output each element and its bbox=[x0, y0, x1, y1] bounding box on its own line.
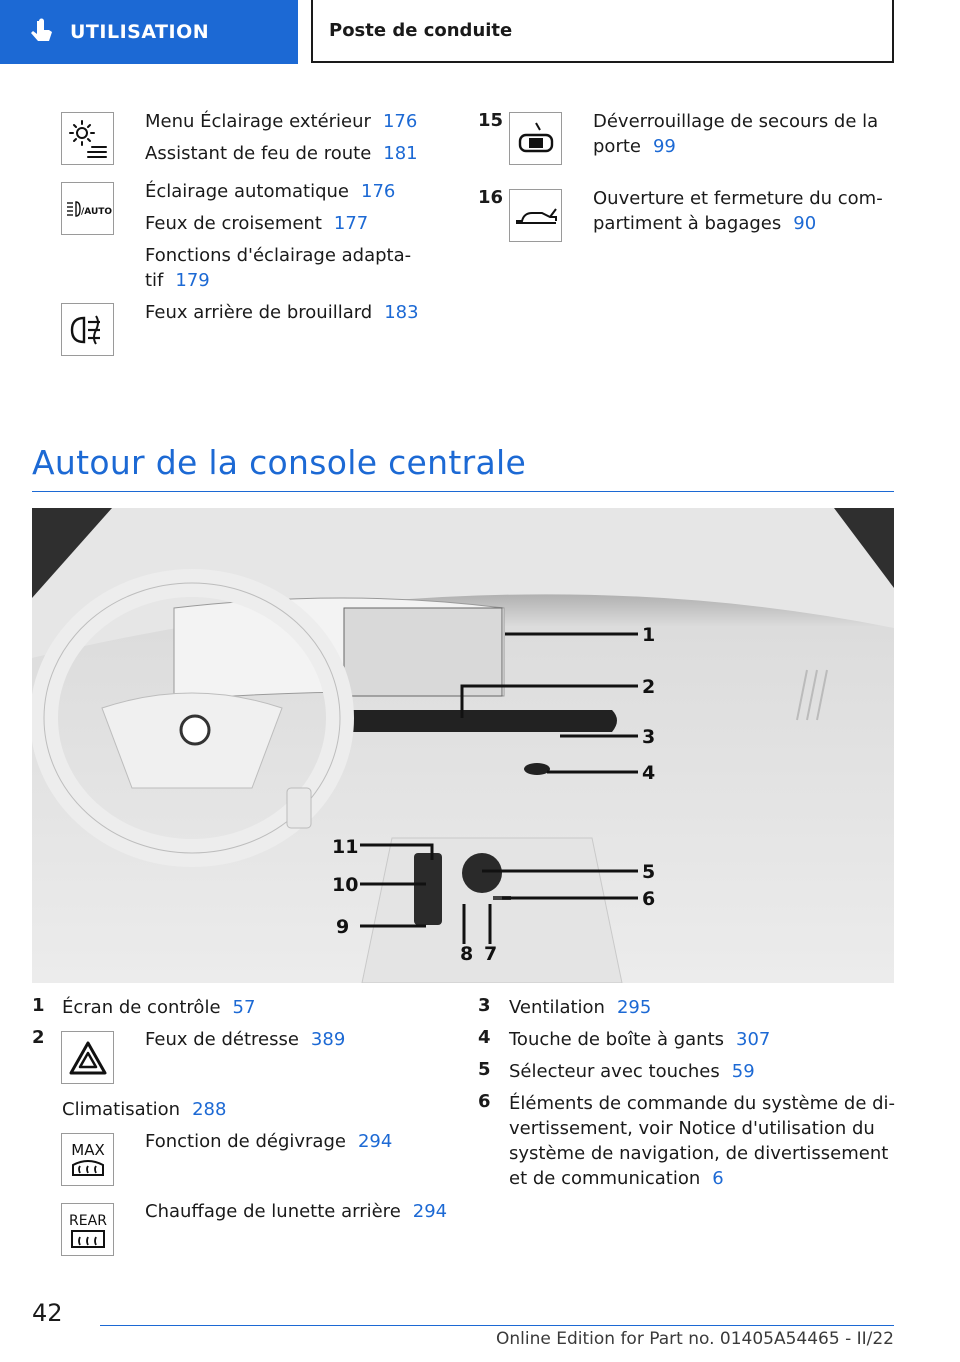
item-number: 2 bbox=[32, 1027, 45, 1048]
auto-light-icon bbox=[61, 182, 114, 235]
page-ref[interactable]: 176 bbox=[382, 111, 418, 132]
rear-fog-text: Feux arrière de brouillard 183 bbox=[145, 302, 419, 323]
infotainment-text-line2: vertissement, voir Notice d'utilisation du bbox=[509, 1118, 875, 1139]
page-ref[interactable]: 57 bbox=[232, 997, 256, 1018]
high-beam-assistant-text: Assistant de feu de route 181 bbox=[145, 143, 418, 164]
defrost-text: Fonction de dégivrage 294 bbox=[145, 1131, 393, 1152]
callout-10: 10 bbox=[332, 874, 359, 896]
ventilation-text: Ventilation 295 bbox=[509, 997, 652, 1018]
callout-7: 7 bbox=[484, 943, 498, 965]
rear-heating-text: Chauffage de lunette arrière 294 bbox=[145, 1201, 448, 1222]
callout-4: 4 bbox=[642, 762, 656, 784]
item-number: 1 bbox=[32, 995, 45, 1016]
svg-text:/AUTO: /AUTO bbox=[80, 206, 112, 217]
selector-text: Sélecteur avec touches 59 bbox=[509, 1061, 755, 1082]
infotainment-text-line1: Éléments de commande du système de di- bbox=[509, 1093, 896, 1114]
chapter-header bbox=[311, 0, 894, 63]
section-label: UTILISATION bbox=[70, 21, 210, 43]
glovebox-button bbox=[524, 763, 550, 775]
door-emergency-unlock-icon bbox=[509, 112, 562, 165]
item-number: 6 bbox=[478, 1091, 491, 1112]
footer-rule bbox=[100, 1325, 894, 1326]
trunk-icon bbox=[509, 189, 562, 242]
infotainment-text-line3: système de navigation, de divertissement bbox=[509, 1143, 889, 1164]
page-ref[interactable]: 99 bbox=[652, 136, 676, 157]
control-display-text: Écran de contrôle 57 bbox=[62, 997, 256, 1018]
page-ref[interactable]: 307 bbox=[736, 1029, 771, 1050]
svg-text:REAR: REAR bbox=[68, 1212, 107, 1229]
low-beam-text: Feux de croisement 177 bbox=[145, 213, 369, 234]
page-ref[interactable]: 179 bbox=[175, 270, 210, 291]
bmw-logo bbox=[181, 716, 209, 744]
adaptive-light-text: Fonctions d'éclairage adapta- bbox=[145, 245, 412, 266]
item-number: 3 bbox=[478, 995, 491, 1016]
page-ref[interactable]: 183 bbox=[384, 302, 419, 323]
menu-eclairage-text: Menu Éclairage extérieur 176 bbox=[145, 111, 418, 132]
page-number: 42 bbox=[32, 1299, 63, 1327]
emergency-unlock-text: Déverrouillage de secours de la bbox=[593, 111, 879, 132]
page-ref[interactable]: 295 bbox=[616, 997, 652, 1018]
callout-6: 6 bbox=[642, 888, 656, 910]
air-vent-strip bbox=[332, 710, 617, 732]
callout-8: 8 bbox=[460, 943, 474, 965]
center-console-illustration bbox=[32, 508, 894, 983]
console-control-panel bbox=[414, 853, 442, 925]
page-ref[interactable]: 294 bbox=[357, 1131, 393, 1152]
item-number: 4 bbox=[478, 1027, 491, 1048]
adaptive-light-text-cont: tif 179 bbox=[145, 270, 210, 291]
pedal bbox=[287, 788, 311, 828]
chapter-title: Poste de conduite bbox=[329, 20, 513, 41]
callout-5: 5 bbox=[642, 861, 656, 883]
page-ref[interactable]: 59 bbox=[731, 1061, 755, 1082]
page-ref[interactable]: 181 bbox=[383, 143, 418, 164]
page-ref[interactable]: 176 bbox=[361, 181, 396, 202]
item-number: 15 bbox=[478, 110, 504, 131]
item-number: 5 bbox=[478, 1059, 491, 1080]
trunk-text: Ouverture et fermeture du com- bbox=[593, 188, 883, 209]
heading-rule bbox=[32, 491, 894, 492]
page-ref[interactable]: 6 bbox=[712, 1168, 724, 1189]
exterior-light-menu-icon bbox=[61, 112, 114, 165]
page-ref[interactable]: 294 bbox=[412, 1201, 448, 1222]
callout-2: 2 bbox=[642, 676, 656, 698]
page-ref[interactable]: 288 bbox=[192, 1099, 227, 1120]
infotainment-text-line4: et de communication 6 bbox=[509, 1168, 724, 1189]
rear-fog-light-icon bbox=[61, 303, 114, 356]
control-display bbox=[344, 608, 502, 696]
glovebox-text: Touche de boîte à gants 307 bbox=[509, 1029, 771, 1050]
callout-11: 11 bbox=[332, 836, 359, 858]
trunk-text-cont: partiment à bagages 90 bbox=[593, 213, 817, 234]
rear-window-heating-icon bbox=[61, 1203, 114, 1256]
section-tab bbox=[0, 0, 298, 64]
hazard-text: Feux de détresse 389 bbox=[145, 1029, 346, 1050]
callout-3: 3 bbox=[642, 726, 656, 748]
section-heading: Autour de la console centrale bbox=[32, 443, 527, 482]
item-number: 16 bbox=[478, 187, 504, 208]
controller-knob bbox=[462, 853, 502, 893]
hand-pointer-icon bbox=[28, 18, 56, 46]
max-defrost-icon bbox=[61, 1133, 114, 1186]
auto-light-text: Éclairage automatique 176 bbox=[145, 181, 396, 202]
edition-note: Online Edition for Part no. 01405A54465 - II/22 bbox=[495, 1329, 894, 1349]
climate-text: Climatisation 288 bbox=[62, 1099, 227, 1120]
callout-9: 9 bbox=[336, 916, 350, 938]
page-ref[interactable]: 389 bbox=[310, 1029, 346, 1050]
page-ref[interactable]: 90 bbox=[793, 213, 817, 234]
hazard-warning-icon bbox=[61, 1031, 114, 1084]
page-ref[interactable]: 177 bbox=[333, 213, 369, 234]
callout-1: 1 bbox=[642, 624, 656, 646]
emergency-unlock-text-cont: porte 99 bbox=[593, 136, 676, 157]
svg-text:MAX: MAX bbox=[70, 1140, 105, 1159]
